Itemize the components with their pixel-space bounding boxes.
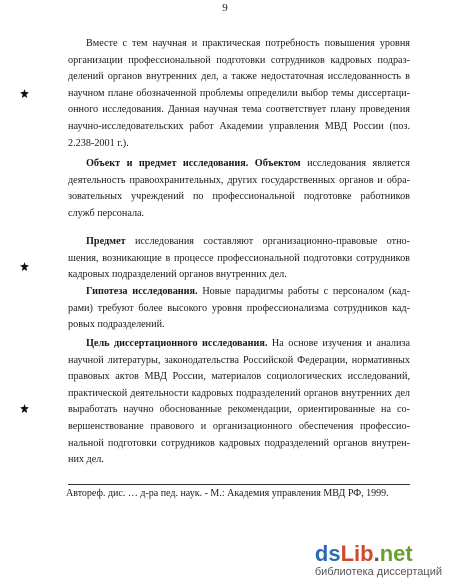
dslib-watermark [315, 543, 442, 578]
logo-part: s [328, 541, 341, 566]
text-line [68, 234, 410, 251]
paragraph-subject [68, 234, 410, 284]
text-line: правовых актов МВД России, материалов социологических исследований, [68, 371, 410, 383]
text-line: нальной подготовки сотрудников кадровых подразделений органов внутрен- [68, 437, 410, 449]
text-line: ровых подразделений. [68, 319, 165, 331]
paragraph-hypothesis [68, 284, 410, 334]
text-line: рами) требуют более высокого уровня профессионализма сотрудников кад- [68, 302, 410, 314]
paragraph-object-subject [68, 156, 410, 222]
text-line: кадровых подразделений органов внутренних дел. [68, 269, 287, 281]
text-line: делений органов внутренних дел, а также недостаточная исследованность в [68, 71, 410, 83]
page-number: 9 [222, 2, 228, 14]
text-line [68, 336, 410, 353]
text-line: онного исследования. Данная научная тема соответствует плану проведения [68, 104, 410, 116]
text-line: них дел. [68, 454, 104, 466]
logo-part: d [314, 541, 329, 566]
bold-lead: Объект и предмет исследования. [86, 158, 249, 169]
footnote: Автореф. дис. … д-ра пед. наук. - М.: Академия управления МВД РФ, 1999. [66, 488, 389, 499]
bold-lead: Гипотеза исследования. [86, 286, 198, 297]
text-line: организации профессиональной подготовки сотрудников кадровых подраз- [68, 54, 410, 66]
ink-speck-icon [20, 262, 29, 271]
text-line: научном плане обозначенной проблемы определили выбор темы диссертаци- [68, 87, 410, 99]
dslib-logo [315, 543, 442, 565]
text-line: служб персонала. [68, 207, 145, 219]
paragraph-relevance [68, 36, 410, 152]
footnote-divider [68, 484, 410, 485]
dslib-tagline: библиотека диссертаций [314, 566, 442, 578]
text-run: Новые парадигмы работы с персоналом (кад- [202, 286, 410, 297]
text-line: шения, возникающие в процессе профессиональной подготовки сотрудников [68, 252, 410, 264]
text-line [68, 284, 410, 301]
text-line: зовательных учреждений по профессиональной подготовке работников [68, 191, 410, 203]
text-run: исследования составляют организационно-правовые отно- [134, 236, 411, 247]
text-line: 2.238-2001 г.). [68, 137, 129, 149]
text-line: выработать научно обоснованные рекомендации, ориентированные на со- [68, 404, 410, 416]
logo-part: Lib [340, 541, 374, 566]
bold-lead: Предмет [86, 236, 126, 247]
text-line: научно-исследовательских работ Академии управления МВД России (поз. [68, 120, 410, 132]
text-line: научной литературы, законодательства Российской Федерации, нормативных [68, 354, 410, 366]
bold-lead: Цель диссертационного исследования. [86, 338, 268, 349]
text-line [68, 156, 410, 173]
bold-lead: Объектом [254, 158, 301, 169]
text-run: исследования является [307, 158, 410, 169]
logo-part: net [379, 541, 413, 566]
ink-speck-icon [20, 404, 29, 413]
text-run: На основе изучения и анализа [271, 338, 410, 349]
text-line: вершенствование правового и организационного обеспечения профессио- [68, 420, 410, 432]
text-line: Вместе с тем научная и практическая потребность повышения уровня [86, 38, 410, 49]
paragraph-goal [68, 336, 410, 469]
text-line: деятельность правоохранительных, других государственных органов и обра- [68, 174, 410, 186]
ink-speck-icon [20, 89, 29, 98]
logo-part: . [373, 541, 380, 566]
text-line: практической деятельности кадровых подразделений органов внутренних дел [68, 387, 410, 399]
